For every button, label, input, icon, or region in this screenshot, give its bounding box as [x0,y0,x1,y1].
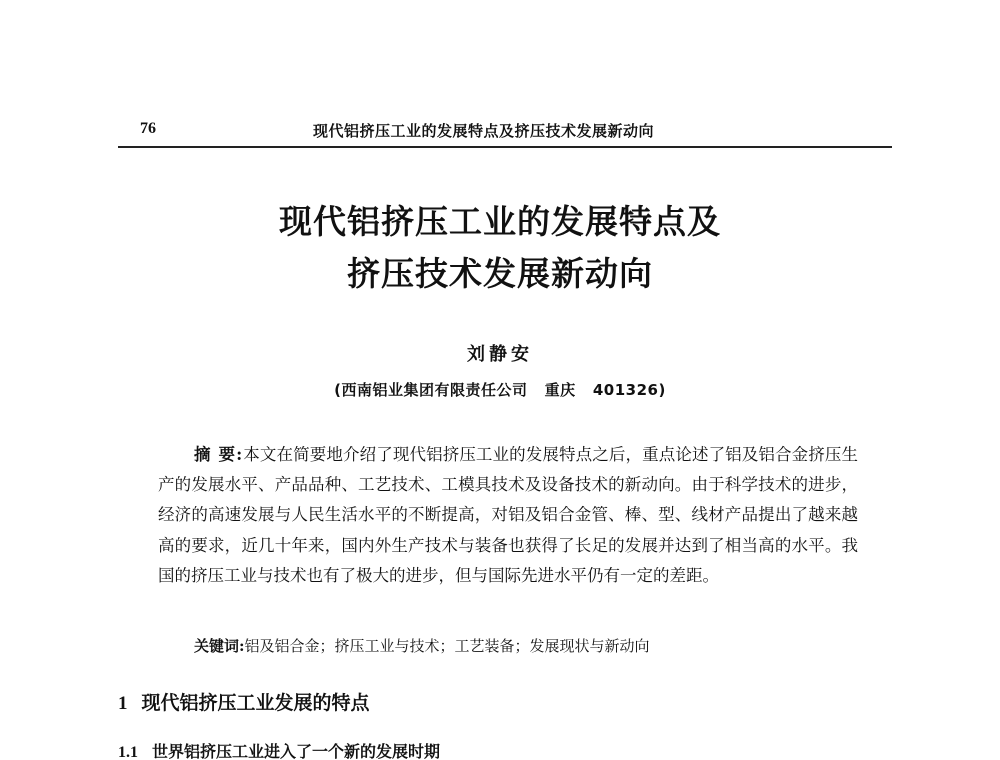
keywords [194,635,858,657]
paper-title-line-1: 现代铝挤压工业的发展特点及 [279,202,721,241]
paper-title-line-2: 挤压技术发展新动向 [347,254,653,293]
paper-title [0,196,1000,300]
subsection-number: 1.1 [118,744,138,760]
running-title: 现代铝挤压工业的发展特点及挤压技术发展新动向 [313,122,655,140]
running-header [118,118,892,148]
subsection-heading [118,739,440,760]
abstract-label: 摘 要: [194,445,244,464]
section-number: 1 [118,693,128,714]
author-affiliation: (西南铝业集团有限责任公司 重庆 401326) [334,381,666,399]
header-divider [118,146,892,148]
subsection-title: 世界铝挤压工业进入了一个新的发展时期 [152,742,441,760]
abstract-text: 本文在简要地介绍了现代铝挤压工业的发展特点之后，重点论述了铝及铝合金挤压生产的发展水平、产品品种、工艺技术、工模具技术及设备技术的新动向。由于科学技术的进步，经济的高速发展与人民生活水平的不断提高，对铝及铝合金管、棒、型、线材产品提出了越来越高的要求，近几十年来，国内外生产技术与装备也获得了长足的发展并达到了相当高的水平。我国的挤压工业与技术也有了极大的进步，但与国际先进水平仍有一定的差距。 [158,445,858,585]
author-name: 刘静安 [467,344,533,365]
page-number: 76 [140,120,156,137]
section-title: 现代铝挤压工业发展的特点 [141,692,370,714]
abstract [158,440,858,591]
section-heading [118,688,370,715]
keywords-text: 铝及铝合金；挤压工业与技术；工艺装备；发展现状与新动向 [244,637,650,655]
keywords-label: 关键词: [194,637,245,655]
